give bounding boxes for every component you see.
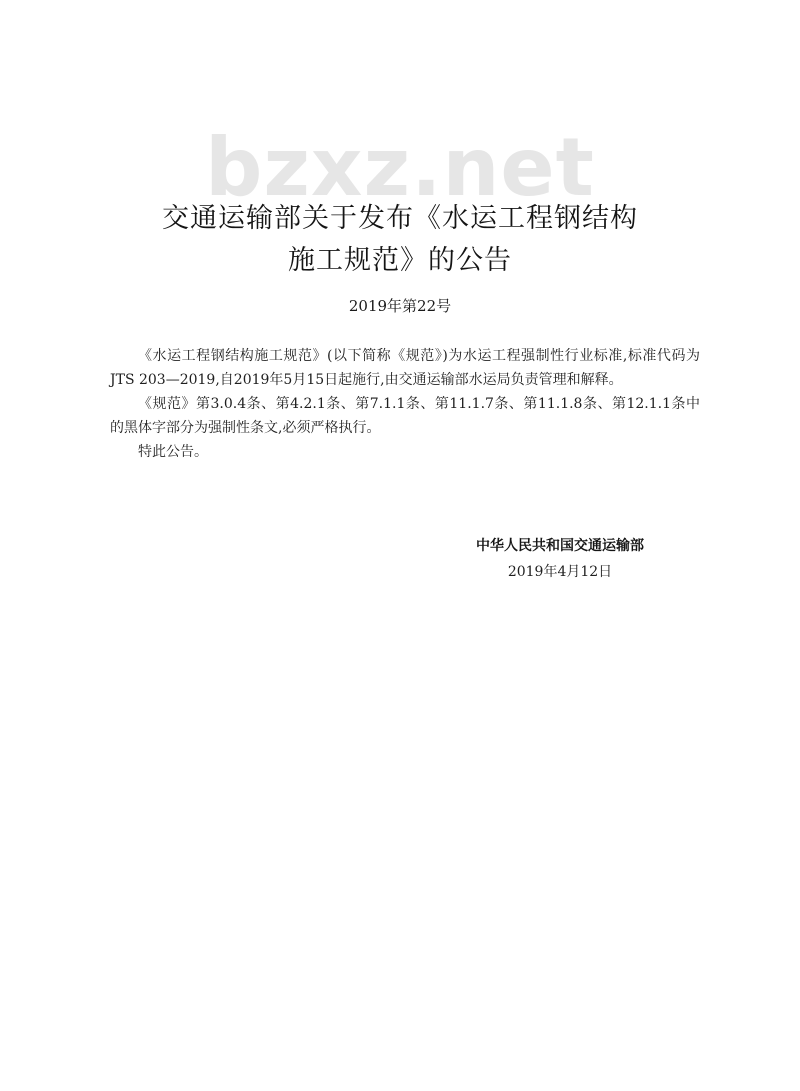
paragraph-effective-date: 《水运工程钢结构施工规范》(以下简称《规范》)为水运工程强制性行业标准,标准代码为JTS 203—2019,自2019年5月15日起施行,由交通运输部水运局负责管理和解释。 <box>110 348 700 388</box>
issuing-authority: 中华人民共和国交通运输部 <box>476 538 644 554</box>
announcement-body <box>110 344 700 464</box>
issue-date: 2019年4月12日 <box>507 564 613 580</box>
watermark: bzxz.net <box>205 121 595 214</box>
document-title-line-1: 交通运输部关于发布《水运工程钢结构 <box>162 203 638 234</box>
paragraph-mandatory-clauses: 《规范》第3.0.4条、第4.2.1条、第7.1.1条、第11.1.7条、第11.1.8条、第12.1.1条中的黑体字部分为强制性条文,必须严格执行。 <box>110 396 700 436</box>
paragraph-closing: 特此公告。 <box>138 444 208 460</box>
document-title-line-2: 施工规范》的公告 <box>288 245 512 276</box>
document-number: 2019年第22号 <box>348 297 452 315</box>
